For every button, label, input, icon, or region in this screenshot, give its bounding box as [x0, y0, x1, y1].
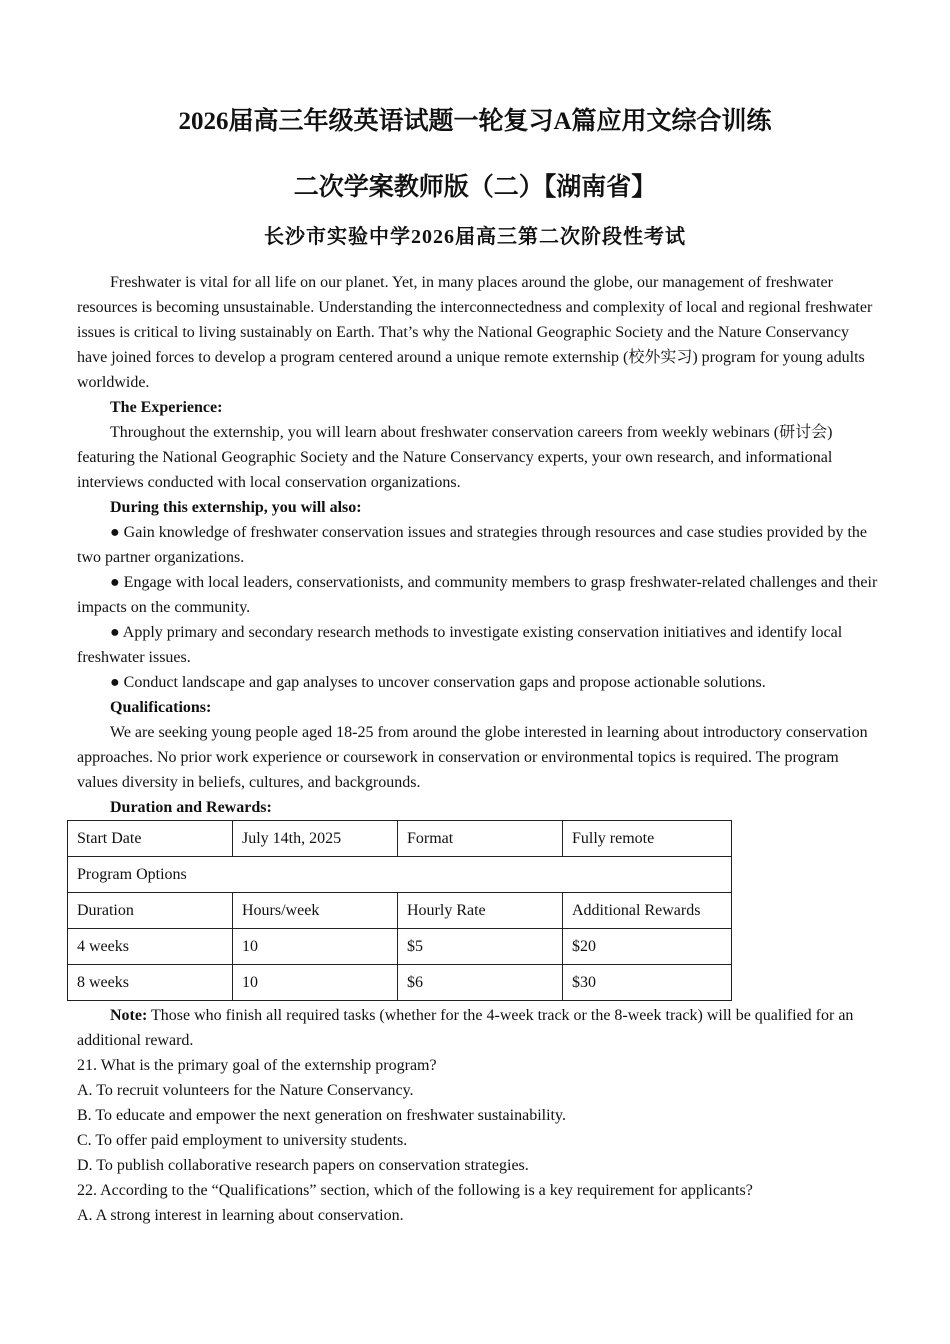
- table-row: [68, 857, 732, 893]
- table-cell: 10: [233, 929, 398, 965]
- table-cell: Program Options: [68, 857, 732, 893]
- section-heading: [77, 695, 882, 720]
- intro-paragraph: Freshwater is vital for all life on our planet. Yet, in many places around the globe, our management of freshwater resources is becoming unsustainable. Understanding the interconnectedness and complexity of local and regional freshwater issues is critical to living sustainably on Earth. That’s why the National Geographic Society and the Nature Conservancy have joined forces to develop a program centered around a unique remote externship (校外实习) program for young adults worldwide.: [77, 274, 873, 391]
- note-text: Those who finish all required tasks (whether for the 4-week track or the 8-week track) will be qualified for an additional reward.: [77, 1007, 854, 1049]
- bullet-item: ● Apply primary and secondary research methods to investigate existing conservation initiatives and identify local freshwater issues.: [77, 624, 843, 666]
- table-cell: Fully remote: [563, 821, 732, 857]
- question-option: A. To recruit volunteers for the Nature Conservancy.: [77, 1082, 414, 1099]
- qualifications-paragraph: We are seeking young people aged 18-25 from around the globe interested in learning about introductory conservation approaches. No prior work experience or coursework in conservation or environmental topics is required. The program values diversity in beliefs, cultures, and backgrounds.: [77, 724, 868, 791]
- table-cell: 10: [233, 965, 398, 1001]
- table-cell: $20: [563, 929, 732, 965]
- table-cell: $5: [398, 929, 563, 965]
- section-heading: [77, 795, 882, 820]
- table-cell: Hourly Rate: [398, 893, 563, 929]
- table-cell: $6: [398, 965, 563, 1001]
- table-cell: 8 weeks: [68, 965, 233, 1001]
- section-heading: [77, 495, 882, 520]
- qualifications-heading: Qualifications:: [110, 699, 212, 716]
- question-stem: 22. According to the “Qualifications” section, which of the following is a key requirement for applicants?: [77, 1182, 753, 1199]
- table-cell: Format: [398, 821, 563, 857]
- question-option: A. A strong interest in learning about conservation.: [77, 1207, 404, 1224]
- bullet-item: ● Gain knowledge of freshwater conservation issues and strategies through resources and case studies provided by the two partner organizations.: [77, 524, 867, 566]
- bullet-item: ● Conduct landscape and gap analyses to uncover conservation gaps and propose actionable solutions.: [110, 674, 766, 691]
- question-option: B. To educate and empower the next generation on freshwater sustainability.: [77, 1107, 566, 1124]
- table-cell: Hours/week: [233, 893, 398, 929]
- table-cell: July 14th, 2025: [233, 821, 398, 857]
- question-option: D. To publish collaborative research papers on conservation strategies.: [77, 1157, 529, 1174]
- during-heading: During this externship, you will also:: [110, 499, 362, 516]
- note-paragraph: [77, 1003, 882, 1053]
- experience-heading: The Experience:: [110, 399, 223, 416]
- document-subtitle: 长沙市实验中学2026届高三第二次阶段性考试: [264, 226, 686, 248]
- table-cell: $30: [563, 965, 732, 1001]
- note-label: Note:: [110, 1007, 148, 1024]
- table-row: [68, 965, 732, 1001]
- table-cell: Duration: [68, 893, 233, 929]
- document-title: 2026届高三年级英语试题一轮复习A篇应用文综合训练: [178, 108, 772, 135]
- table-row: [68, 929, 732, 965]
- experience-paragraph: Throughout the externship, you will learn about freshwater conservation careers from weekly webinars (研讨会) featuring the National Geographic Society and the Nature Conservancy experts, your own research, and informational interviews conducted with local conservation organizations.: [77, 424, 833, 491]
- table-cell: 4 weeks: [68, 929, 233, 965]
- section-heading: [77, 395, 882, 420]
- rewards-table: [67, 820, 732, 1001]
- duration-heading: Duration and Rewards:: [110, 799, 272, 816]
- table-header-row: [68, 893, 732, 929]
- table-row: [68, 821, 732, 857]
- document-title-line2: 二次学案教师版（二）【湖南省】: [293, 174, 657, 201]
- table-cell: Start Date: [68, 821, 233, 857]
- table-cell: Additional Rewards: [563, 893, 732, 929]
- question-option: C. To offer paid employment to university students.: [77, 1132, 408, 1149]
- passage: [77, 270, 882, 1228]
- bullet-item: ● Engage with local leaders, conservationists, and community members to grasp freshwater-related challenges and their impacts on the community.: [77, 574, 878, 616]
- question-stem: 21. What is the primary goal of the externship program?: [77, 1057, 437, 1074]
